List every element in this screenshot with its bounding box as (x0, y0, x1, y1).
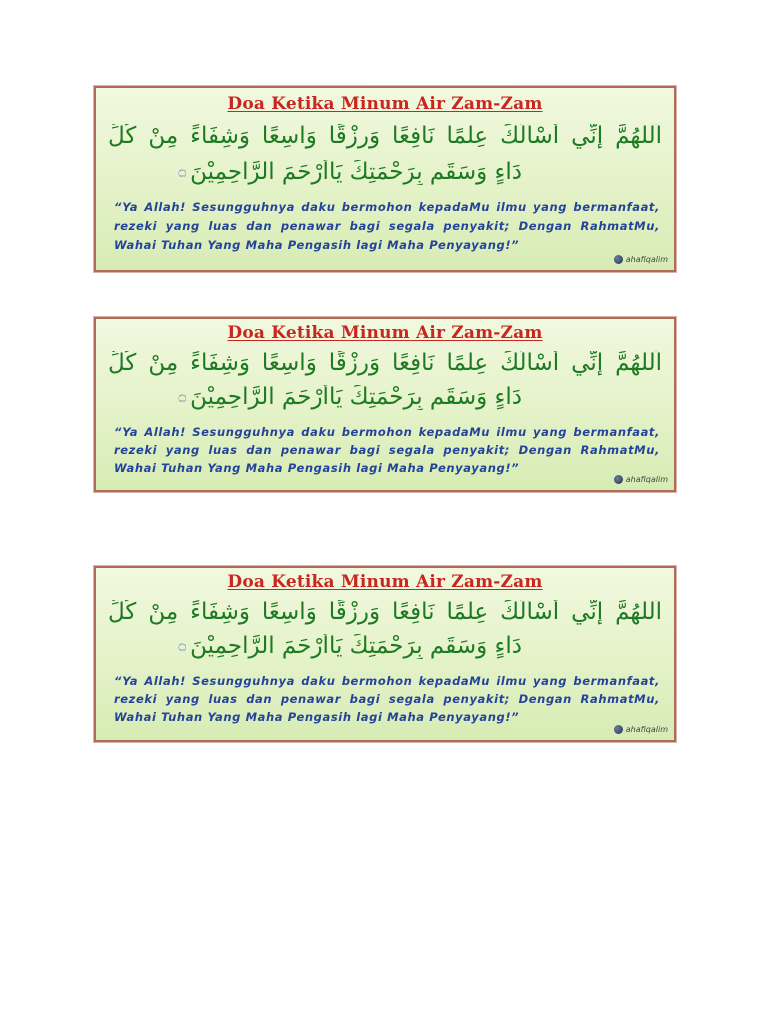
doa-card-1 (94, 86, 676, 272)
arabic-text-line-1: اَللّٰهُمَّ إِنِّي أَسْأَلُكَ عِلْمًا نَافِعًا وَرِزْقًا وَاسِعًا وَشِفَاءً مِنْ كُلِّ (108, 351, 662, 376)
watermark-text: ahafiqalim (625, 475, 668, 484)
arabic-text-line-2 (108, 160, 662, 185)
watermark-text: ahafiqalim (625, 725, 668, 734)
card-title: Doa Ketika Minum Air Zam-Zam (227, 323, 543, 343)
doa-card-2 (94, 317, 676, 492)
translation-text: “Ya Allah! Sesungguhnya daku bermohon kepadaMu ilmu yang bermanfaat, rezeki yang luas dan penawar bagi segala penyakit; Dengan RahmatMu, Wahai Tuhan Yang Maha Pengasih lagi Maha Penyayang!” (114, 674, 660, 724)
verse-end-icon: ۝ (178, 638, 187, 654)
watermark-text: ahafiqalim (625, 255, 668, 264)
arabic-text-line-2 (108, 634, 662, 659)
translation-text: “Ya Allah! Sesungguhnya daku bermohon kepadaMu ilmu yang bermanfaat, rezeki yang luas dan penawar bagi segala penyakit; Dengan RahmatMu, Wahai Tuhan Yang Maha Pengasih lagi Maha Penyayang!” (114, 425, 660, 475)
arabic-line-2-text: دَاءٍ وَسَقَمٍ بِرَحْمَتِكَ يَاأَرْحَمَ الرَّاحِمِيْنَ (190, 160, 522, 185)
arabic-text-line-2 (108, 385, 662, 410)
verse-end-icon: ۝ (178, 389, 187, 405)
card-title: Doa Ketika Minum Air Zam-Zam (227, 572, 543, 592)
card-title: Doa Ketika Minum Air Zam-Zam (227, 94, 543, 114)
translation-text: “Ya Allah! Sesungguhnya daku bermohon kepadaMu ilmu yang bermanfaat, rezeki yang luas dan penawar bagi segala penyakit; Dengan RahmatMu, Wahai Tuhan Yang Maha Pengasih lagi Maha Penyayang!” (114, 200, 660, 252)
arabic-line-2-text: دَاءٍ وَسَقَمٍ بِرَحْمَتِكَ يَاأَرْحَمَ الرَّاحِمِيْنَ (190, 634, 522, 659)
arabic-text-line-1: اَللّٰهُمَّ إِنِّي أَسْأَلُكَ عِلْمًا نَافِعًا وَرِزْقًا وَاسِعًا وَشِفَاءً مِنْ كُلِّ (108, 124, 662, 149)
arabic-line-2-text: دَاءٍ وَسَقَمٍ بِرَحْمَتِكَ يَاأَرْحَمَ الرَّاحِمِيْنَ (190, 385, 522, 410)
doa-card-3 (94, 566, 676, 742)
watermark-logo-icon (614, 725, 623, 734)
watermark (614, 725, 668, 734)
verse-end-icon: ۝ (178, 164, 187, 180)
watermark-logo-icon (614, 475, 623, 484)
arabic-text-line-1: اَللّٰهُمَّ إِنِّي أَسْأَلُكَ عِلْمًا نَافِعًا وَرِزْقًا وَاسِعًا وَشِفَاءً مِنْ كُلِّ (108, 600, 662, 625)
watermark (614, 475, 668, 484)
watermark-logo-icon (614, 255, 623, 264)
watermark (614, 255, 668, 264)
